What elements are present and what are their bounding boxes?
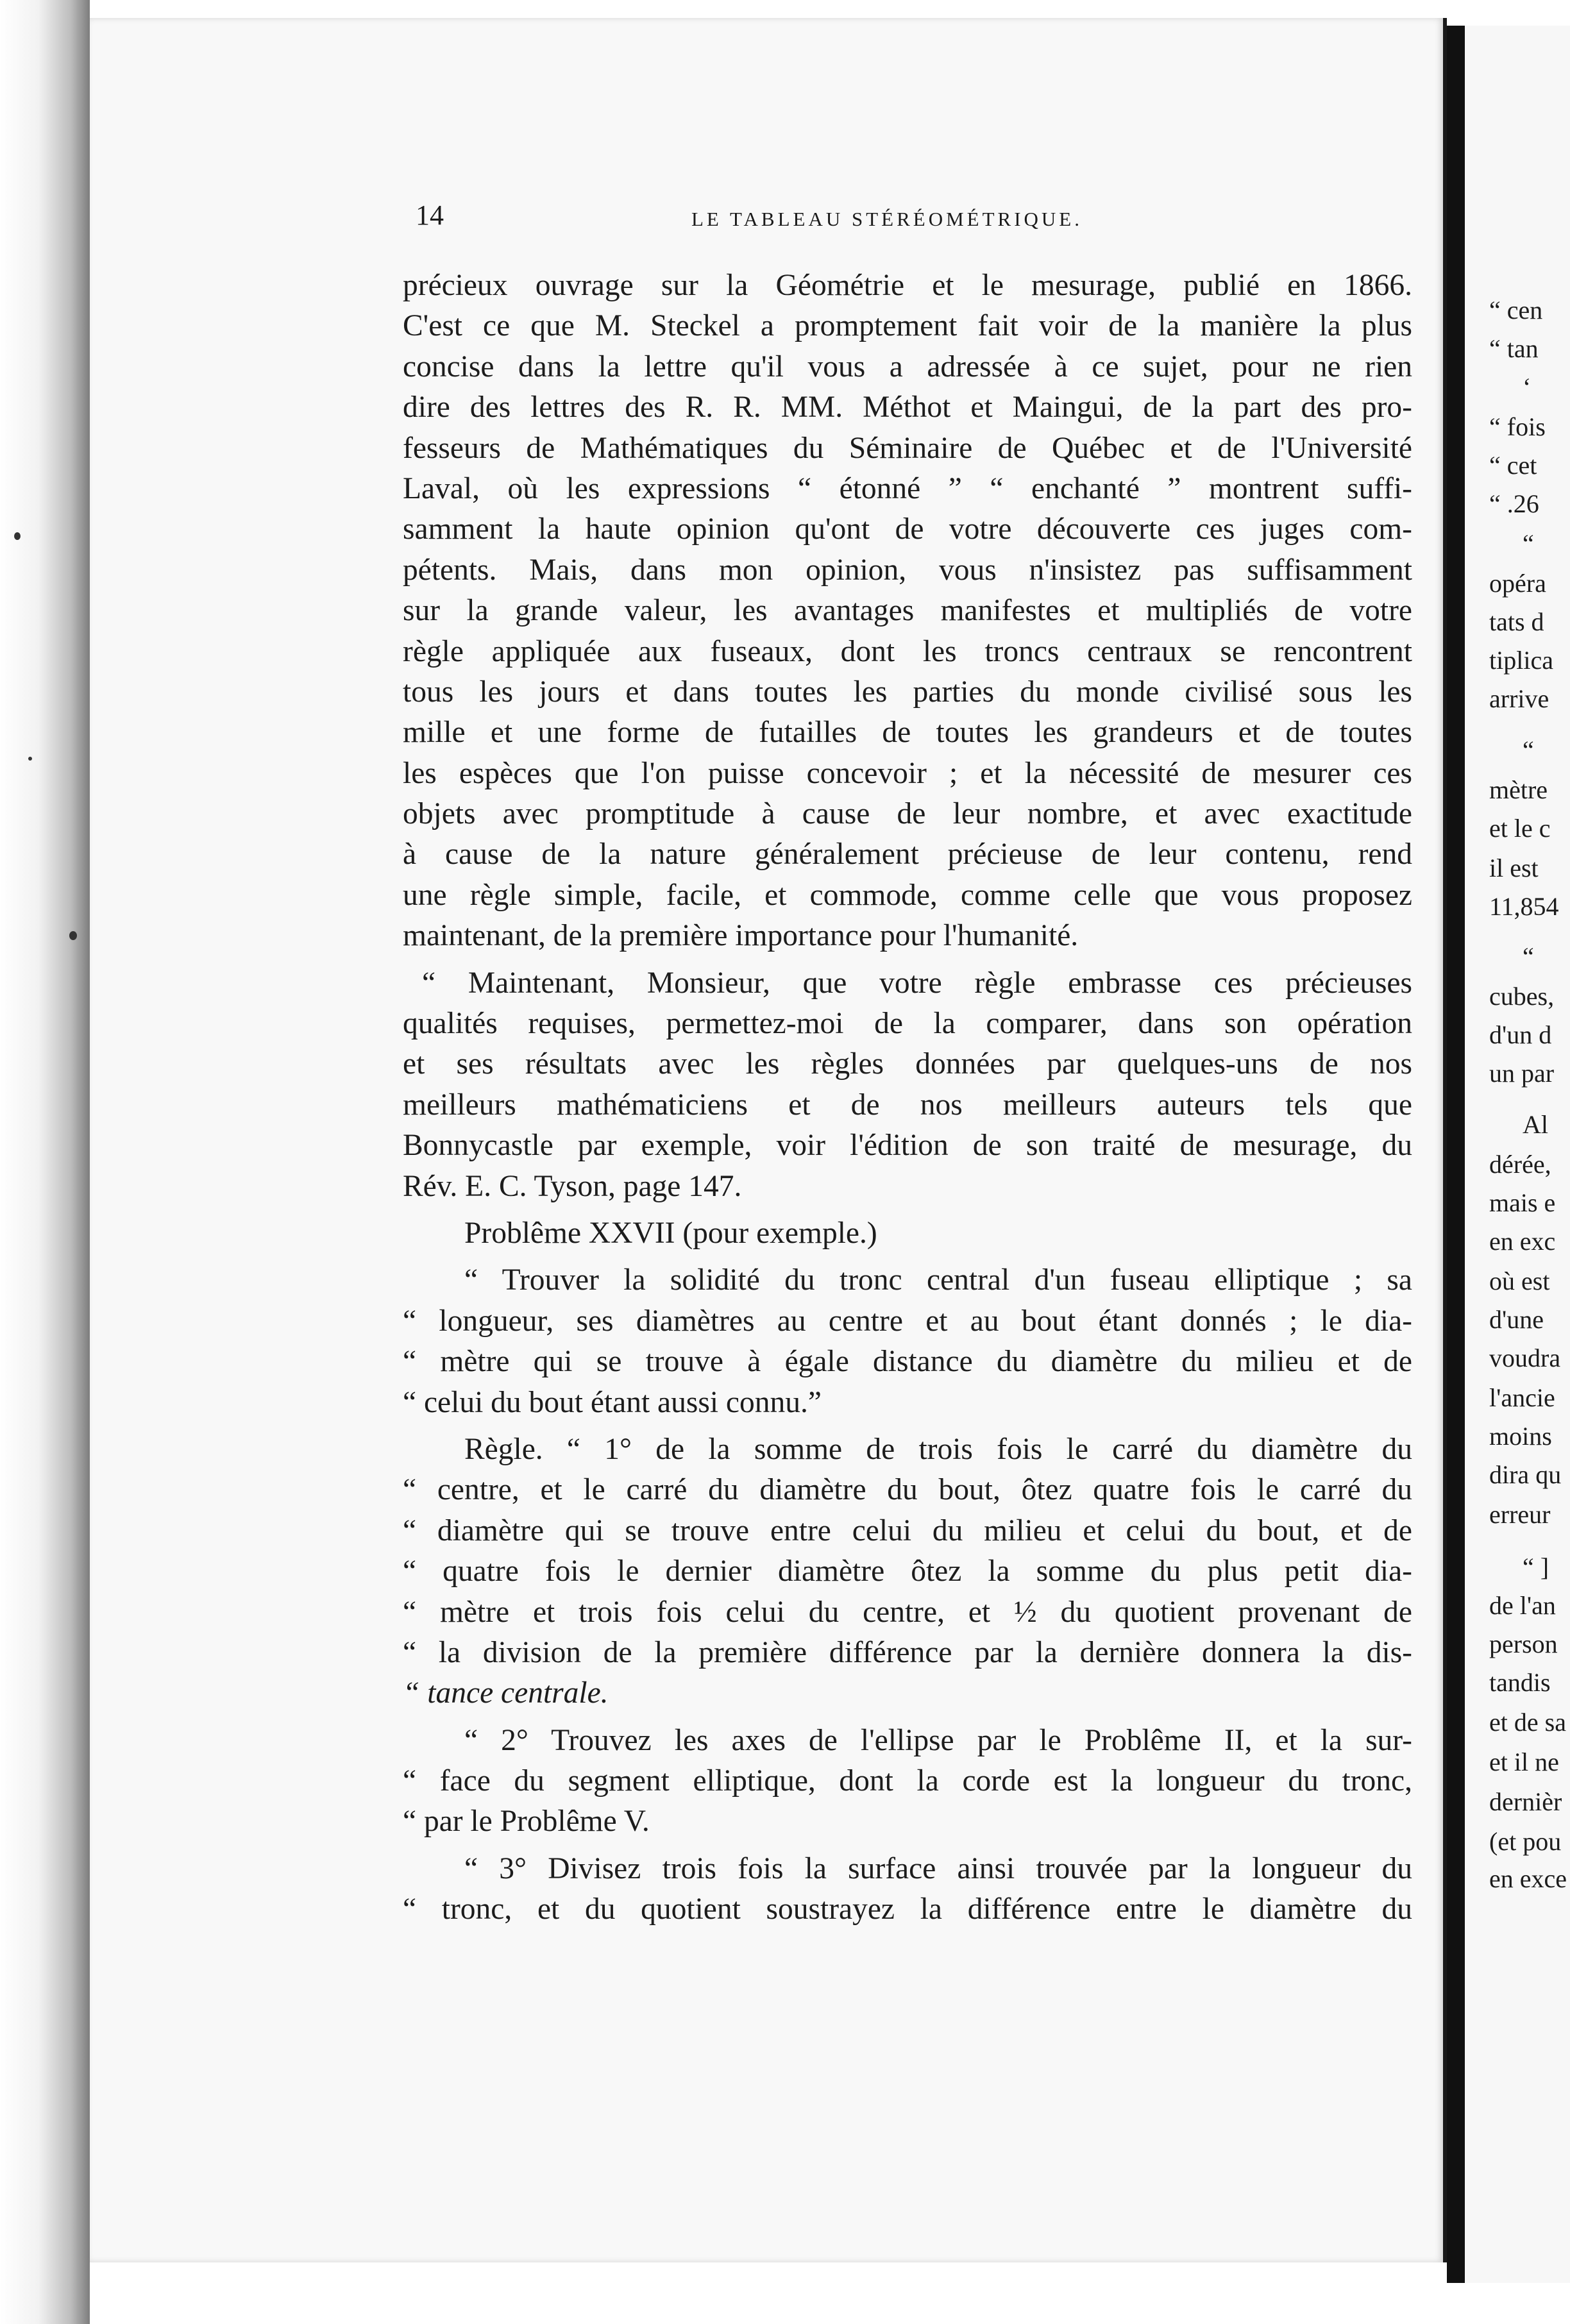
next-page-line: “ .26 — [1489, 489, 1539, 518]
next-page-line: voudra — [1489, 1343, 1561, 1372]
book-gutter — [1447, 26, 1465, 2283]
next-page-line: d'un d — [1489, 1020, 1552, 1049]
text-line: “ 3° Divisez trois fois la surface ainsi trouvée par la longueur du — [464, 1851, 1412, 1885]
scan-speck — [28, 757, 32, 761]
text-line: samment la haute opinion qu'ont de votre découverte ces juges com- — [403, 512, 1412, 546]
next-page-line: et le c — [1489, 814, 1551, 843]
next-page-line: “ — [1523, 529, 1534, 558]
text-line: Bonnycastle par exemple, voir l'édition de son traité de mesurage, du — [403, 1129, 1412, 1163]
page-header — [416, 199, 1410, 237]
running-title: LE TABLEAU STÉRÉOMÉTRIQUE. — [691, 208, 1083, 230]
next-page-line: arrive — [1489, 684, 1549, 713]
next-page-line: mais e — [1489, 1188, 1556, 1217]
next-page-line: et il ne — [1489, 1747, 1559, 1776]
next-page-line: et de sa — [1489, 1708, 1566, 1737]
next-page-line: “ cet — [1489, 451, 1537, 480]
next-page-line: où est — [1489, 1267, 1550, 1295]
text-line: règle appliquée aux fuseaux, dont les troncs centraux se rencontrent — [403, 634, 1412, 668]
text-line: Laval, où les expressions “ étonné ” “ enchanté ” montrent suffi- — [403, 471, 1412, 505]
next-page-line: en exc — [1489, 1227, 1556, 1256]
text-line: pétents. Mais, dans mon opinion, vous n'insistez pas suffisamment — [403, 553, 1412, 587]
next-page-line: tiplica — [1489, 646, 1553, 675]
next-page-line: erreur — [1489, 1500, 1551, 1529]
text-line: “ mètre et trois fois celui du centre, et ½ du quotient provenant de — [403, 1595, 1412, 1629]
text-line: “ celui du bout étant aussi connu.” — [403, 1385, 822, 1419]
left-page-edge — [0, 0, 90, 2324]
page-number: 14 — [416, 199, 444, 231]
text-line: “ par le Problême V. — [403, 1805, 650, 1839]
text-line: “ la division de la première différence par la dernière donnera la dis- — [403, 1635, 1412, 1669]
next-page-line: “ fois — [1489, 412, 1546, 441]
text-line: maintenant, de la première importance pour l'humanité. — [403, 919, 1079, 953]
text-line: “ face du segment elliptique, dont la corde est la longueur du tronc, — [403, 1764, 1412, 1798]
text-line: sur la grande valeur, les avantages manifestes et multipliés de votre — [403, 594, 1412, 628]
next-page-line: tandis — [1489, 1668, 1551, 1697]
text-line: les espèces que l'on puisse concevoir ; et la nécessité de mesurer ces — [403, 756, 1412, 790]
next-page-line: mètre — [1489, 775, 1548, 804]
next-page-line: l'ancie — [1489, 1383, 1555, 1412]
text-line: dire des lettres des R. R. MM. Méthot et Maingui, de la part des pro- — [403, 391, 1412, 425]
text-line: “ 2° Trouvez les axes de l'ellipse par le Problême II, et la sur- — [464, 1723, 1412, 1757]
text-line: mille et une forme de futailles de toutes les grandeurs et de toutes — [403, 716, 1412, 750]
next-page-line: dernièr — [1489, 1787, 1562, 1816]
text-line: Problême XXVII (pour exemple.) — [464, 1216, 877, 1250]
text-line: “ centre, et le carré du diamètre du bout, ôtez quatre fois le carré du — [403, 1473, 1412, 1507]
text-line: tous les jours et dans toutes les parties du monde civilisé sous les — [403, 675, 1412, 709]
next-page-line: 11,854 — [1489, 892, 1559, 921]
text-line: et ses résultats avec les règles données par quelques-uns de nos — [403, 1047, 1412, 1081]
text-line: objets avec promptitude à cause de leur nombre, et avec exactitude — [403, 797, 1412, 831]
next-page-line: un par — [1489, 1059, 1555, 1088]
text-line: à cause de la nature généralement précieuse de leur contenu, rend — [403, 838, 1412, 872]
scan-speck — [69, 931, 77, 940]
text-line: concise dans la lettre qu'il vous a adressée à ce sujet, pour ne rien — [403, 349, 1412, 383]
text-line: Règle. “ 1° de la somme de trois fois le carré du diamètre du — [464, 1432, 1412, 1466]
next-page-line: “ — [1523, 942, 1534, 971]
next-page-line: “ ] — [1523, 1553, 1549, 1581]
text-line: meilleurs mathématiciens et de nos meilleurs auteurs tels que — [403, 1088, 1412, 1122]
next-page-line: en exce — [1489, 1864, 1567, 1893]
next-page-line: tats d — [1489, 607, 1544, 636]
next-page-line: dérée, — [1489, 1150, 1551, 1179]
next-page-line: de l'an — [1489, 1591, 1556, 1620]
next-page-fragment — [1465, 26, 1570, 2283]
text-line: “ diamètre qui se trouve entre celui du milieu et celui du bout, et de — [403, 1513, 1412, 1547]
text-line: “ tronc, et du quotient soustrayez la différence entre le diamètre du — [403, 1892, 1412, 1926]
text-line: précieux ouvrage sur la Géométrie et le mesurage, publié en 1866. — [403, 269, 1412, 302]
next-page-line: cubes, — [1489, 982, 1555, 1011]
text-line: Rév. E. C. Tyson, page 147. — [403, 1169, 742, 1203]
next-page-line: ‘ — [1523, 373, 1532, 401]
text-line: C'est ce que M. Steckel a promptement fait voir de la manière la plus — [403, 309, 1412, 343]
text-line: une règle simple, facile, et commode, comme celle que vous proposez — [403, 878, 1412, 912]
next-page-line: “ — [1523, 736, 1534, 764]
text-line: fesseurs de Mathématiques du Séminaire de Québec et de l'Université — [403, 431, 1412, 465]
text-line: “ longueur, ses diamètres au centre et au bout étant donnés ; le dia- — [403, 1304, 1412, 1338]
next-page-line: dira qu — [1489, 1460, 1562, 1489]
next-page-line: “ cen — [1489, 296, 1543, 324]
text-line: “ quatre fois le dernier diamètre ôtez la somme du plus petit dia- — [403, 1554, 1412, 1588]
text-line: qualités requises, permettez-moi de la comparer, dans son opération — [403, 1007, 1412, 1041]
next-page-line: moins — [1489, 1422, 1552, 1451]
scan-speck — [14, 532, 21, 540]
text-line: “ mètre qui se trouve à égale distance du diamètre du milieu et de — [403, 1345, 1412, 1379]
text-line: “ Trouver la solidité du tronc central d'un fuseau elliptique ; sa — [464, 1263, 1412, 1297]
next-page-line: person — [1489, 1629, 1558, 1658]
text-line: “ Maintenant, Monsieur, que votre règle embrasse ces précieuses — [422, 966, 1412, 1000]
text-line: “ tance centrale. — [403, 1676, 609, 1710]
next-page-line: (et pou — [1489, 1827, 1562, 1856]
next-page-line: Al — [1523, 1110, 1548, 1139]
next-page-line: opéra — [1489, 569, 1546, 598]
next-page-line: d'une — [1489, 1305, 1544, 1334]
next-page-line: il est — [1489, 854, 1539, 882]
next-page-line: “ tan — [1489, 334, 1539, 363]
body-text — [403, 265, 1412, 1930]
